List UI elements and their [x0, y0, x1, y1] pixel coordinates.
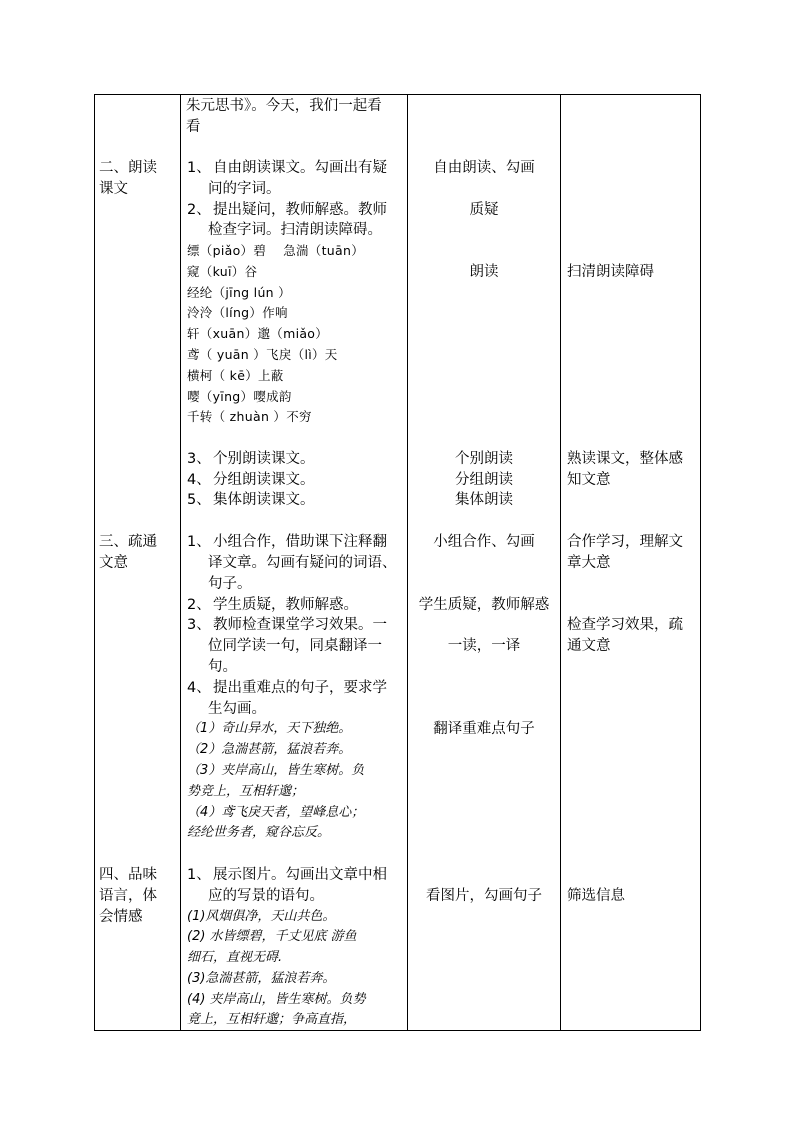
column-divider	[407, 94, 408, 1031]
student-activity: 朗读	[469, 264, 499, 280]
student-activity: 一读，一译	[447, 638, 521, 654]
design-intent: 扫清朗读障碍	[567, 264, 654, 280]
student-activity: 个别朗读	[455, 451, 513, 467]
student-activity: 看图片，勾画句子	[426, 888, 542, 904]
student-activity: 分组朗读	[455, 472, 513, 488]
student-activity: 自由朗读、勾画	[433, 160, 535, 176]
document-page: 二、朗读 课文 三、疏通 文意 四、品味 语言，体 会情感 朱元思书》。今天，我们一起看 看 1、 自由朗读课文。勾画出有疑 问的字词。 2、 提出疑问，教师解惑。教师 检查字词。扫清朗读障碍。 缥（piǎo）碧 急湍（tuān） 窥（kuī）谷 经纶（jīng lún ） 泠泠（líng）作响 轩（xuān）邈（miǎo） 鸢（ yuān ）飞戾（lì）天 横柯（ kē）上蔽 嘤（yīng）嘤成韵 千转（ zhuàn ）不穷 3、 个别朗读课文。 4、 分组朗读课文。 5、 集体朗读课文。 1、 小组合作，借助课下注释翻 译文章。勾画有疑问的词语、 句子。 2、 学生质疑，教师解惑。 3、 教师检查课堂学习效果。一 位同学读一句，同桌翻译一 句。 4、 提出重难点的句子，要求学 生勾画。 （1）奇山异水，天下独绝。 （2）急湍甚箭，猛浪若奔。 （3）夹岸高山，皆生寒树。负 势竞上，互相轩邈； （4）鸢飞戾天者，望峰息心； 经纶世务者，窥谷忘反。 1、 展示图片。勾画出文章中相 应的写景的语句。 (1)风烟俱净，天山共色。 (2) 水皆缥碧，千丈见底 游鱼 细石，直视无碍. (3)急湍甚箭，猛浪若奔。 (4) 夹岸高山，皆生寒树。负势 竟上，互相轩邈；争高直指， 自由朗读、勾画 质疑 朗读 个别朗读 分组朗读 集体朗读 小组合作、勾画 学生质疑，教师解惑 一读，一译 翻译重难点句子 看图片，勾画句子 扫清朗读障碍 熟读课文，整体感 知文意 合作学习，理解文 章大意 检查学习效果，疏 通文意 筛选信息	[0, 0, 794, 1123]
student-activity: 翻译重难点句子	[433, 721, 535, 737]
student-activity: 小组合作、勾画	[433, 534, 535, 550]
column-divider	[560, 94, 561, 1031]
student-activity: 学生质疑，教师解惑	[418, 597, 550, 613]
student-activity: 质疑	[469, 202, 499, 218]
design-intent: 筛选信息	[567, 888, 625, 904]
column-divider	[180, 94, 181, 1031]
student-activity: 集体朗读	[455, 492, 513, 508]
